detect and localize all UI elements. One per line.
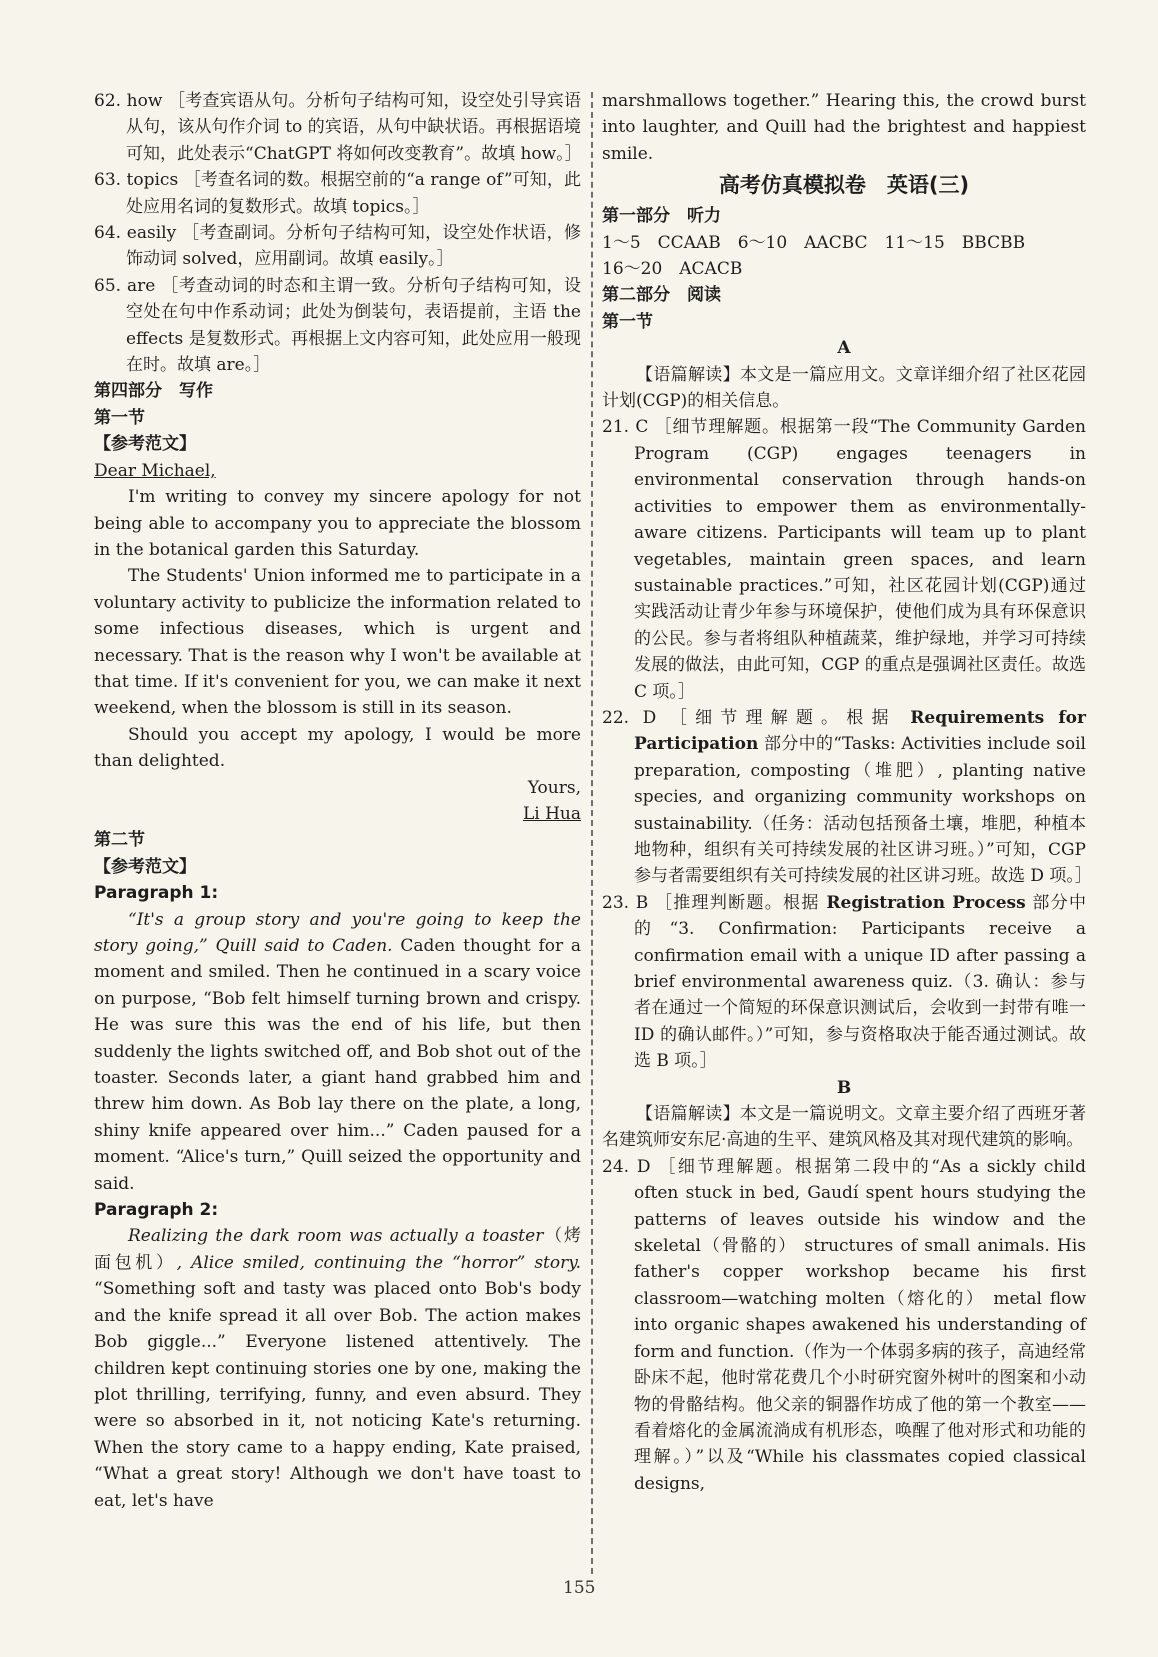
listening-answers-1: 1～5 CCAAB 6～10 AACBC 11～15 BBCBB [602,232,1026,253]
story-p2-opening-a: Realizing the dark room was actually a toaster [128,1226,544,1247]
answer-22-head: 22. D ［细节理解题。根据 [602,707,911,728]
answer-22-section: Requirements for Participation [634,707,1086,755]
salutation: Dear Michael, [94,460,216,481]
paragraph2-label: Paragraph 2: [94,1200,219,1221]
column-divider [591,92,593,1574]
passage-a-label: A [837,338,851,359]
answer-22-body: 部分中的“Tasks: Activities include soil preparation, composting（堆肥）, planting native species, and organizing community workshops on sustainability.（任务：活动包括预备土壤，堆肥，种植本地物种，组织有关可持续发展的社区讲习班。）”可知，CGP 参与者需要组织有关可持续发展的社区讲习班。故选 D 项。］ [634,734,1092,887]
story-paragraph-1 [94,907,581,1197]
answer-23-section: Registration Process [826,892,1026,913]
story-p2-body: “Something soft and tasty was placed onto Bob's body and the knife spread it all over Bob. The action makes Bob giggle...” Everyone listened attentively. The children kept continuing stories one by one, making the plot thrilling, terrifying, funny, and even absurd. They were so absorbed in it, not noticing Kate's returning. When the story came to a happy ending, Kate praised, “What a great story! Although we don't have toast to eat, let's have [94,1279,581,1511]
reference-heading-1: 【参考范文】 [94,434,196,455]
answer-62: 62. how ［考查宾语从句。分析句子结构可知，设空处引导宾语从句，该从句作介词 to 的宾语，从句中缺状语。再根据语境可知，此处表示“ChatGPT 将如何改变教育”。故填 how。］ [94,91,582,164]
letter-paragraph-3: Should you accept my apology, I would be more than delighted. [94,724,581,772]
page-number: 155 [563,1578,596,1598]
answer-24: 24. D ［细节理解题。根据第二段中的“As a sickly child often stuck in bed, Gaudí spent hours studying the patterns of leaves outside his window and the skeletal（骨骼的） structures of small animals. His father's copper workshop became his first classroom—watching molten（熔化的） metal flow into organic shapes awakened his understanding of form and function.（作为一个体弱多病的孩子，高迪经常卧床不起，他时常花费几个小时研究窗外树叶的图案和小动物的骨骼结构。他父亲的铜器作坊成了他的第一个教室——看着熔化的金属流淌成有机形态，唤醒了他对形式和功能的理解。）”以及“While his classmates copied classical designs, [602,1156,1086,1494]
answer-23-head: 23. B ［推理判断题。根据 [602,892,827,913]
story-p1-body: Caden thought for a moment and smiled. Then he continued in a scary voice on purpose, “Bob felt himself turning brown and crispy. He was sure this was the end of his life, but then suddenly the lights switched off, and Bob shot out of the toaster. Seconds later, a giant hand grabbed him and threw him down. As Bob lay there on the plate, a long, shiny knife appeared over him...” Caden paused for a moment. “Alice's turn,” Quill seized the opportunity and said. [94,936,581,1194]
answer-64: 64. easily ［考查副词。分析句子结构可知，设空处作状语，修饰动词 solved，应用副词。故填 easily。］ [94,223,581,270]
part1-heading: 第一部分 听力 [602,206,721,227]
reading-section1-heading: 第一节 [602,311,653,332]
part4-heading: 第四部分 写作 [94,381,213,402]
passage-a-intro: 【语篇解读】本文是一篇应用文。文章详细介绍了社区花园计划(CGP)的相关信息。 [602,364,1086,412]
section1-heading: 第一节 [94,407,145,428]
story-paragraph-2 [94,1223,581,1513]
left-column [94,88,581,1514]
exam-title: 高考仿真模拟卷 英语(三) [718,173,970,198]
answer-22 [602,705,1092,890]
passage-b-label: B [836,1077,852,1098]
signature: Li Hua [522,803,581,824]
closing: Yours, [527,777,581,798]
letter-paragraph-1: I'm writing to convey my sincere apology for not being able to accompany you to appreciate the blossom in the botanical garden this Saturday. [94,487,581,560]
story-p1-opening: “It's a group story and you're going to keep the story going,” Quill said to Caden. [94,909,581,956]
reference-heading-2: 【参考范文】 [94,856,196,877]
answer-63: 63. topics ［考查名词的数。根据空前的“a range of”可知，此处应用名词的复数形式。故填 topics。］ [94,170,581,217]
answer-21: 21. C ［细节理解题。根据第一段“The Community Garden Program (CGP) engages teenagers in environmental conservation through hands-on activities to empower them as environmentally-aware citizens. Participants will team up to plant vegetables, maintain green spaces, and learn sustainable practices.”可知，社区花园计划(CGP)通过实践活动让青少年参与环境保护，使他们成为具有环保意识的公民。参与者将组队种植蔬菜，维护绿地，并学习可持续发展的做法，由此可知，CGP 的重点是强调社区责任。故选 C 项。］ [602,417,1086,702]
letter-paragraph-2: The Students' Union informed me to participate in a voluntary activity to publicize the information related to some infectious diseases, which is urgent and necessary. That is the reason why I won't be available at that time. If it's convenient for you, we can make it next weekend, when the blossom is still in its season. [94,566,581,719]
answer-23 [602,890,1086,1075]
story-p2-opening-b: , Alice smiled, continuing the “horror” story. [176,1252,582,1273]
answer-65: 65. are ［考查动词的时态和主谓一致。分析句子结构可知，设空处在句中作系动词；此处为倒装句，表语提前，主语 the effects 是复数形式。再根据上文内容可知，此处应用一般现在时。故填 are。］ [94,275,581,376]
passage-b-intro: 【语篇解读】本文是一篇说明文。文章主要介绍了西班牙著名建筑师安东尼·高迪的生平、建筑风格及其对现代建筑的影响。 [602,1104,1086,1151]
listening-answers-2: 16～20 ACACB [602,259,743,280]
story-continuation: marshmallows together.” Hearing this, the crowd burst into laughter, and Quill had the brightest and happiest smile. [602,91,1086,164]
part2-heading: 第二部分 阅读 [602,285,721,306]
story-p2-gloss: （烤面包机） [94,1226,582,1273]
paragraph1-label: Paragraph 1: [94,883,219,904]
section2-heading: 第二节 [94,830,145,851]
right-column [602,88,1092,1497]
answer-23-body: 部分中的“3. Confirmation: Participants receive a confirmation email with a unique ID after passing a brief environmental awareness quiz.（3. 确认：参与者在通过一个简短的环保意识测试后，会收到一封带有唯一 ID 的确认邮件。）”可知，参与资格取决于能否通过测试。故选 B 项。］ [634,892,1086,1072]
